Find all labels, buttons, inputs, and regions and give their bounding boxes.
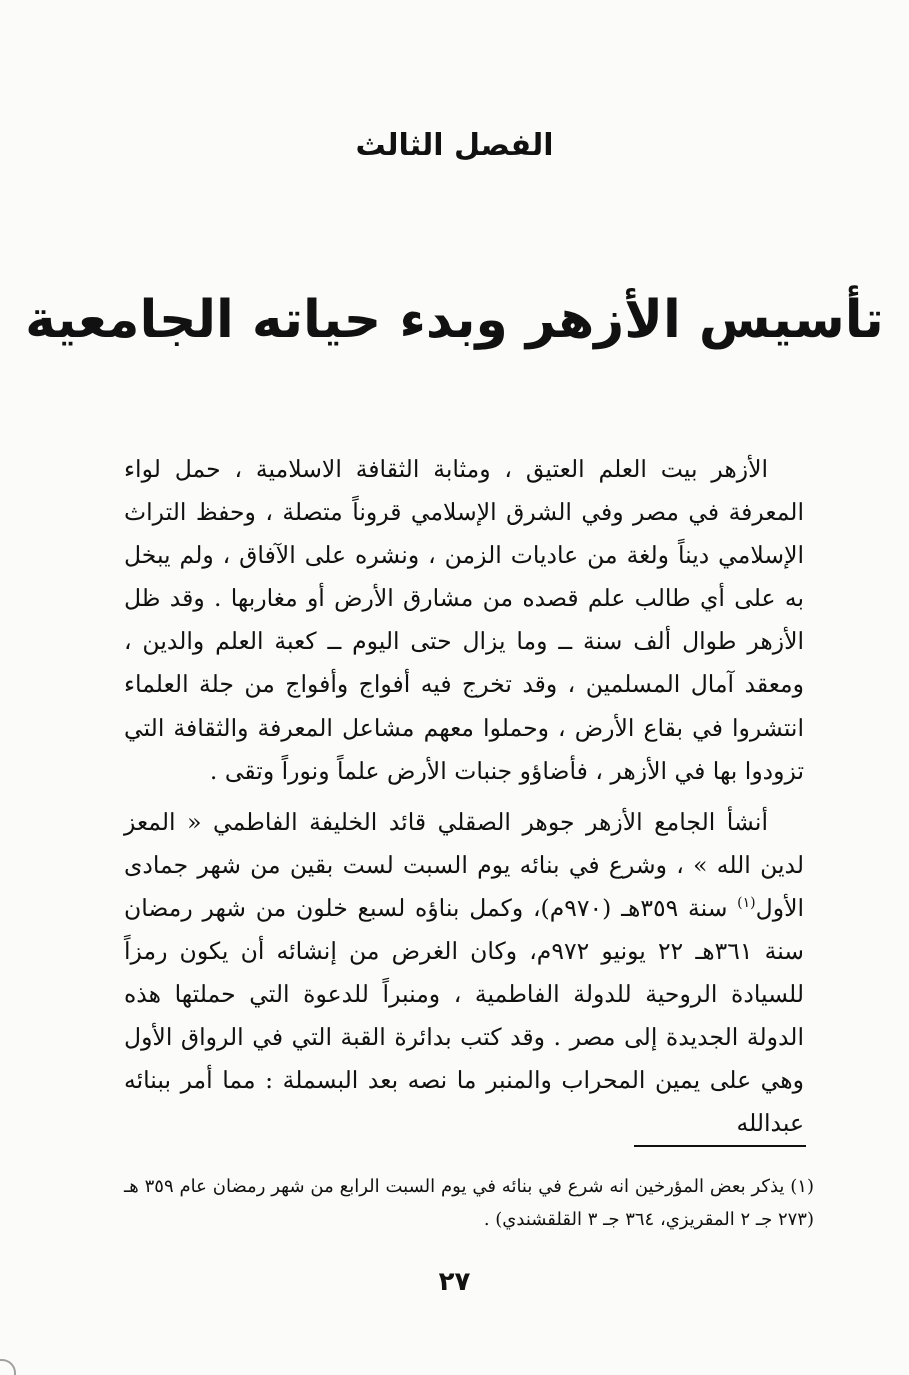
scan-corner-mark xyxy=(0,1359,16,1375)
paragraph-1: الأزهر بيت العلم العتيق ، ومثابة الثقافة الاسلامية ، حمل لواء المعرفة في مصر وفي الشرق الإسلامي قروناً متصلة ، وحفظ التراث الإسلامي ديناً ولغة من عاديات الزمن ، ونشره على الآفاق ، ولم يبخل به على أي طالب علم قصده من مشارق الأرض أو مغاربها . وقد ظل الأزهر طوال ألف سنة ــ وما يزال حتى اليوم ــ كعبة العلم والدين ، ومعقد آمال المسلمين ، وقد تخرج فيه أفواج وأفواج من جلة العلماء انتشروا في بقاع الأرض ، وحملوا معهم مشاعل المعرفة والثقافة التي تزودوا بها في الأزهر ، فأضاؤو جنبات الأرض علماً ونوراً وتقى . xyxy=(124,455,804,785)
paragraph-2-end: سنة ٣٥٩هـ (٩٧٠م)، وكمل بناؤه لسبع خلون من شهر رمضان سنة ٣٦١هـ ٢٢ يونيو ٩٧٢م، وكان الغرض من إنشائه أن يكون رمزاً للسيادة الروحية للدولة الفاطمية ، ومنبراً للدعوة التي حملتها هذه الدولة الجديدة إلى مصر . وقد كتب بدائرة القبة التي في الرواق الأول وهي على يمين المحراب والمنبر ما نصه بعد البسملة : مما أمر ببنائه عبدالله xyxy=(124,893,804,1138)
footnote-divider xyxy=(634,1145,806,1147)
paragraph-2-start: أنشأ الجامع الأزهر جوهر الصقلي قائد الخليفة الفاطمي « المعز لدين الله » ، وشرع في بنائه يوم السبت لست بقين من شهر جمادى الأول xyxy=(124,807,804,922)
chapter-title: تأسيس الأزهر وبدء حياته الجامعية xyxy=(25,290,884,350)
chapter-label: الفصل الثالث xyxy=(355,128,554,163)
footnote-reference: (١) xyxy=(737,895,756,912)
page-number: ٢٧ xyxy=(438,1267,471,1297)
paragraph-2 xyxy=(124,801,804,1146)
footnote: (١) يذكر بعض المؤرخين انه شرع في بنائه في يوم السبت الرابع من شهر رمضان عام ٣٥٩ هـ (٢٧٣ جـ ٢ المقريزي، ٣٦٤ جـ ٣ القلقشندي) . xyxy=(124,1176,814,1230)
body-text xyxy=(124,448,804,1154)
